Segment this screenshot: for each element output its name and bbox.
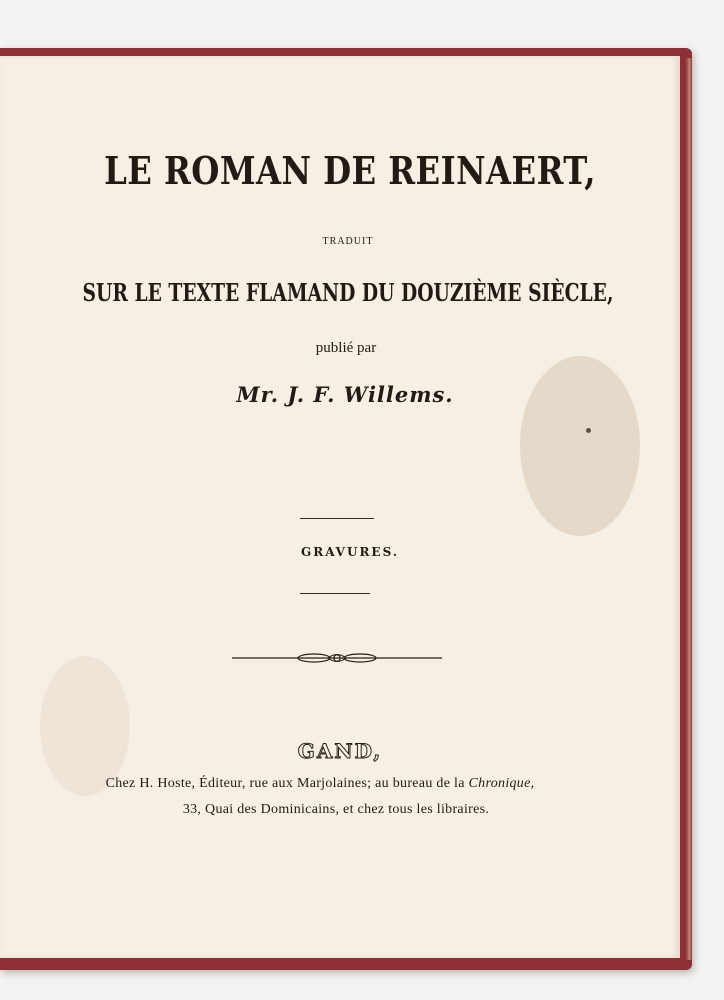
book-subtitle: SUR LE TEXTE FLAMAND DU DOUZIÈME SIÈCLE, — [82, 278, 614, 307]
cover-edge — [684, 58, 692, 960]
foxing-stain — [520, 356, 640, 536]
traduit-label: TRADUIT — [322, 236, 374, 247]
imprint-chronique: Chronique, — [468, 776, 535, 791]
gravures-label: GRAVURES. — [301, 545, 399, 559]
title-page — [0, 56, 680, 958]
place-of-publication: GAND, — [297, 739, 383, 763]
upper-rule — [300, 518, 374, 519]
foxing-stain-2 — [40, 656, 130, 796]
title-page-content — [0, 56, 680, 958]
imprint-line-2: 33, Quai des Dominicains, et chez tous les libraires. — [182, 802, 490, 817]
ornamental-divider — [232, 650, 442, 666]
lower-rule — [300, 593, 370, 594]
published-by-label: publié par — [315, 340, 377, 356]
imprint-line-1-text: Chez H. Hoste, Éditeur, rue aux Marjolaines; au bureau de la — [105, 776, 469, 791]
book-title: LE ROMAN DE REINAERT, — [104, 148, 596, 193]
author-name: Mr. J. F. Willems. — [236, 382, 454, 407]
